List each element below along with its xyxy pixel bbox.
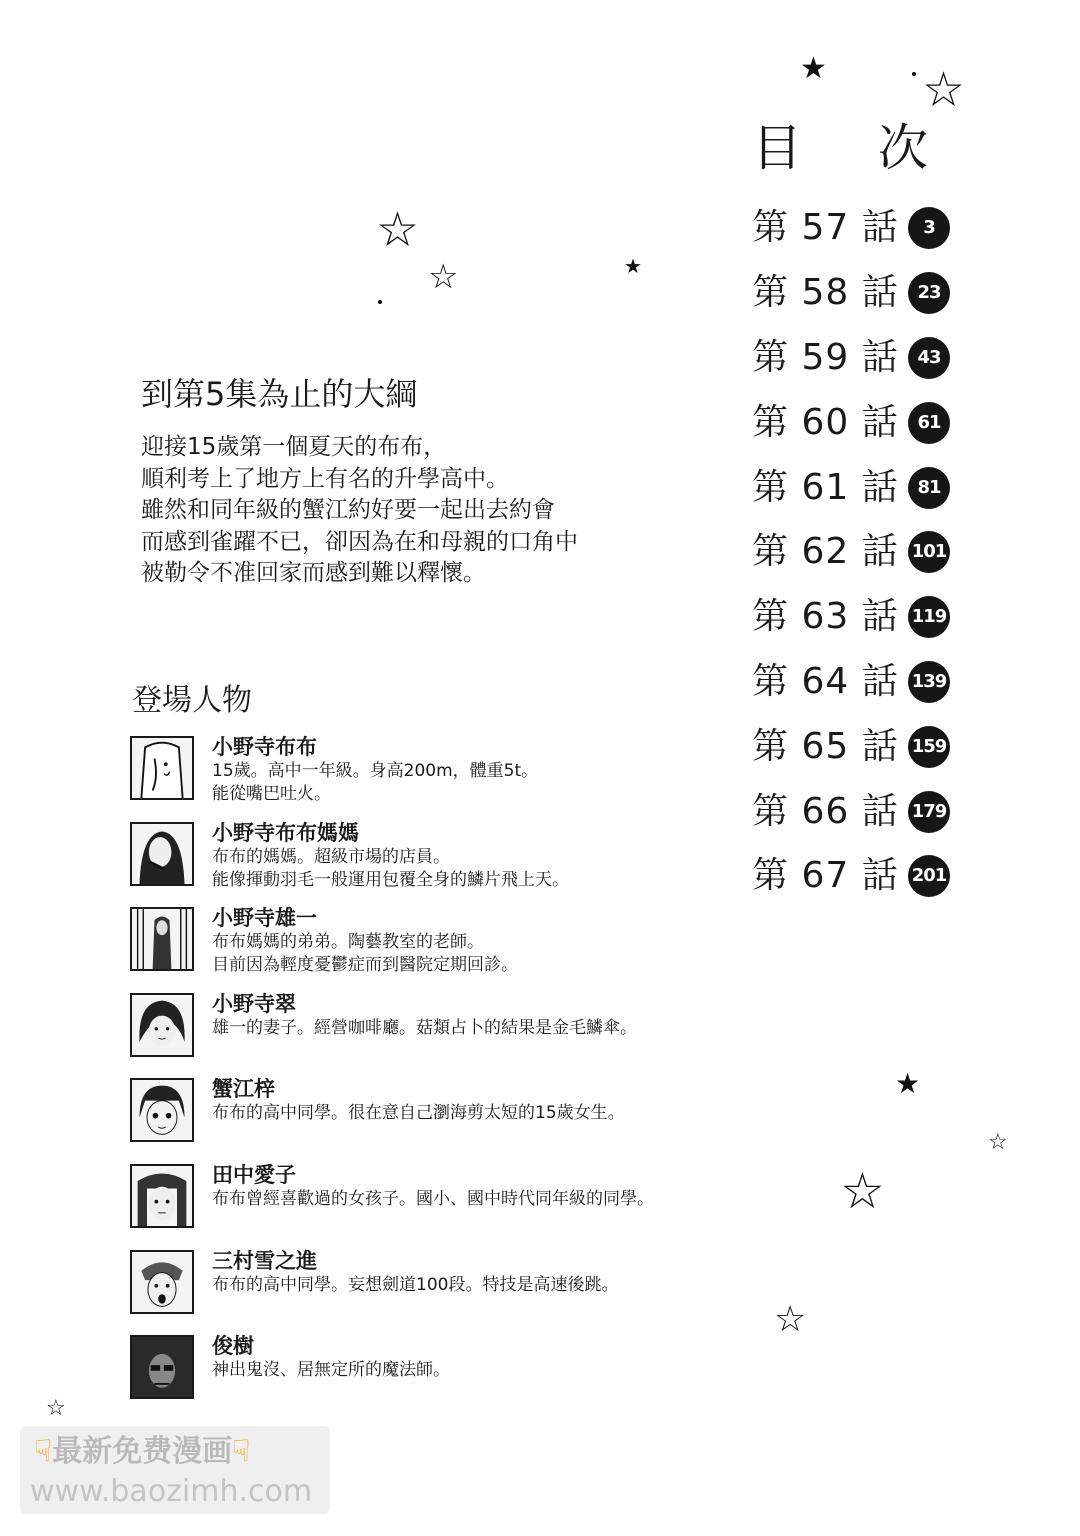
character-entry [130, 905, 770, 991]
character-desc-line: 布布曾經喜歡過的女孩子。國小、國中時代同年級的同學。 [212, 1188, 654, 1209]
character-entry [130, 734, 770, 820]
character-portrait [130, 822, 194, 886]
toc-chapter-label: 第 63 話 [752, 596, 899, 638]
pointing-hand-icon: ☟ [34, 1434, 53, 1469]
watermark-text: 最新免费漫画 [52, 1434, 233, 1469]
watermark-url: www.baozimh.com [30, 1474, 313, 1509]
character-portrait [130, 1078, 194, 1142]
toc-item[interactable] [752, 844, 962, 909]
character-desc-line: 神出鬼沒、居無定所的魔法師。 [212, 1360, 450, 1381]
star-outline-icon: ☆ [922, 62, 966, 118]
toc-item[interactable] [752, 585, 962, 650]
character-entry [130, 991, 770, 1077]
character-desc-line: 雄一的妻子。經營咖啡廳。菇類占卜的結果是金毛鱗傘。 [212, 1017, 637, 1038]
character-desc-line: 布布的高中同學。很在意自己瀏海剪太短的15歲女生。 [212, 1103, 625, 1124]
star-outline-icon: ☆ [988, 1130, 1008, 1155]
character-entry [130, 1076, 770, 1162]
toc-item[interactable] [752, 390, 962, 455]
summary-body [141, 432, 661, 590]
toc-item[interactable] [752, 714, 962, 779]
character-portrait [130, 993, 194, 1057]
toc-item[interactable] [752, 196, 962, 261]
toc-chapter-label: 第 61 話 [752, 466, 899, 508]
character-desc-line: 布布的媽媽。超級市場的店員。 [212, 846, 450, 867]
character-entry [130, 1333, 770, 1419]
character-desc [212, 1188, 654, 1211]
toc-page-badge: 3 [908, 207, 950, 249]
toc-page-badge: 61 [908, 402, 950, 444]
character-desc-line: 目前因為輕度憂鬱症而到醫院定期回診。 [212, 955, 518, 976]
toc-chapter-label: 第 58 話 [752, 272, 899, 314]
character-desc-line: 能像揮動羽毛一般運用包覆全身的鱗片飛上天。 [212, 869, 569, 890]
toc-chapter-label: 第 57 話 [752, 207, 899, 249]
toc-page-badge: 43 [908, 337, 950, 379]
toc-item[interactable] [752, 520, 962, 585]
toc-page-badge: 119 [908, 596, 950, 638]
character-portrait [130, 1335, 194, 1399]
star-filled-icon: ★ [624, 254, 642, 278]
toc-item[interactable] [752, 779, 962, 844]
toc-item[interactable] [752, 326, 962, 391]
toc-page-badge: 179 [908, 791, 950, 833]
character-name: 三村雪之進 [212, 1248, 317, 1273]
character-name: 小野寺雄一 [212, 906, 317, 931]
dot-decoration [378, 300, 382, 304]
toc-page-badge: 139 [908, 661, 950, 703]
toc-chapter-label: 第 65 話 [752, 725, 899, 767]
summary-line: 順利考上了地方上有名的升學高中。 [141, 465, 509, 492]
summary-line: 雖然和同年級的蟹江約好要一起出去約會 [141, 497, 555, 523]
character-name: 蟹江梓 [212, 1077, 275, 1102]
toc-item[interactable] [752, 650, 962, 715]
character-list [130, 734, 770, 1419]
character-name: 田中愛子 [212, 1162, 296, 1187]
character-desc [212, 1102, 625, 1125]
summary-title: 到第5集為止的大綱 [141, 375, 418, 413]
toc-list [752, 196, 962, 909]
character-desc [212, 931, 518, 977]
dot-decoration [912, 72, 916, 76]
character-name: 小野寺布布 [212, 735, 317, 759]
toc-page-badge: 101 [908, 531, 950, 573]
character-desc [212, 1274, 618, 1297]
character-entry [130, 1162, 770, 1248]
character-desc [212, 846, 569, 892]
character-entry [130, 820, 770, 906]
character-portrait [130, 1164, 194, 1228]
toc-item[interactable] [752, 261, 962, 326]
toc-chapter-label: 第 59 話 [752, 336, 899, 378]
star-outline-icon: ☆ [840, 1162, 885, 1220]
character-entry [130, 1248, 770, 1334]
toc-chapter-label: 第 64 話 [752, 660, 899, 702]
toc-item[interactable] [752, 455, 962, 520]
toc-title: 目 次 [752, 119, 958, 177]
watermark-badge [20, 1426, 330, 1514]
character-name: 小野寺布布媽媽 [212, 820, 359, 845]
toc-chapter-label: 第 62 話 [752, 531, 899, 573]
star-filled-icon: ★ [895, 1067, 921, 1100]
character-desc [212, 1359, 450, 1382]
character-desc-line: 15歲。高中一年級。身高200m，體重5t。 [212, 761, 539, 781]
character-name: 小野寺翠 [212, 991, 296, 1016]
character-portrait [130, 736, 194, 800]
toc-chapter-label: 第 67 話 [752, 855, 899, 897]
star-outline-icon: ☆ [46, 1396, 66, 1421]
star-outline-icon: ☆ [376, 202, 420, 258]
character-name: 俊樹 [212, 1334, 254, 1359]
character-desc-line: 布布媽媽的弟弟。陶藝教室的老師。 [212, 932, 484, 953]
toc-page-badge: 81 [908, 467, 950, 509]
toc-page-badge: 23 [908, 272, 950, 314]
toc-chapter-label: 第 60 話 [752, 401, 899, 443]
characters-title: 登場人物 [132, 683, 252, 718]
character-desc [212, 760, 538, 806]
character-desc-line: 能從嘴巴吐火。 [212, 784, 331, 804]
character-desc-line: 布布的高中同學。妄想劍道100段。特技是高速後跳。 [212, 1274, 619, 1295]
toc-page-badge: 201 [908, 855, 950, 897]
character-portrait [130, 907, 194, 971]
summary-line: 迎接15歲第一個夏天的布布， [141, 434, 447, 460]
star-outline-icon: ☆ [428, 257, 459, 297]
toc-chapter-label: 第 66 話 [752, 790, 899, 832]
summary-line: 而感到雀躍不已，卻因為在和母親的口角中 [141, 528, 578, 555]
toc-page-badge: 159 [908, 726, 950, 768]
watermark-title [34, 1434, 251, 1470]
star-outline-icon: ☆ [774, 1299, 807, 1340]
character-desc [212, 1017, 637, 1040]
character-portrait [130, 1250, 194, 1314]
summary-line: 被勒令不准回家而感到難以釋懷。 [141, 560, 486, 586]
star-filled-icon: ★ [800, 51, 827, 86]
pointing-hand-icon: ☟ [232, 1434, 251, 1469]
